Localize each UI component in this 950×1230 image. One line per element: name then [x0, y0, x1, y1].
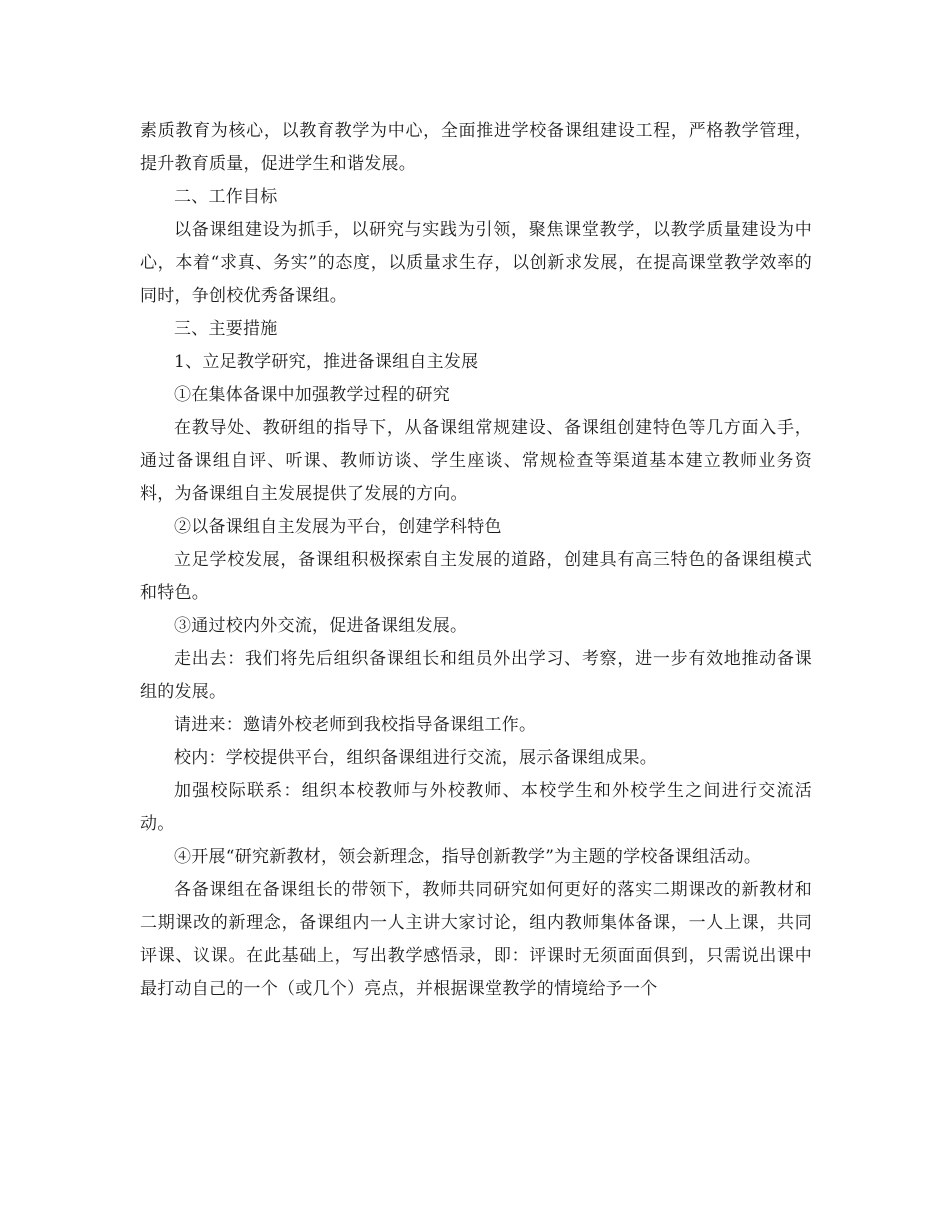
- item-heading-2: ②以备课组自主发展为平台，创建学科特色: [174, 517, 502, 537]
- section-heading-measures: 三、主要措施: [174, 319, 278, 339]
- paragraph-in-school: 校内：学校提供平台，组织备课组进行交流，展示备课组成果。: [174, 748, 657, 768]
- paragraph-item-2: 立足学校发展，备课组积极探索自主发展的道路，创建具有高三特色的备课组模式和特色。: [140, 550, 812, 603]
- paragraph-item-1: 在教导处、教研组的指导下，从备课组常规建设、备课组创建特色等几方面入手，通过备课组自评、听课、教师访谈、学生座谈、常规检查等渠道基本建立教师业务资料，为备课组自主发展提供了发展的方向。: [140, 418, 812, 504]
- paragraph-invite-in: 请进来：邀请外校老师到我校指导备课组工作。: [174, 715, 537, 735]
- item-heading-3: ③通过校内外交流，促进备课组发展。: [174, 616, 468, 636]
- document-body: [140, 115, 812, 1006]
- paragraph-item-4: 各备课组在备课组长的带领下，教师共同研究如何更好的落实二期课改的新教材和二期课改的新理念，备课组内一人主讲大家讨论，组内教师集体备课，一人上课，共同评课、议课。在此基础上，写出教学感悟录，即：评课时无须面面俱到，只需说出课中最打动自己的一个（或几个）亮点，并根据课堂教学的情境给予一个: [140, 880, 812, 999]
- item-heading-1: ①在集体备课中加强教学过程的研究: [174, 385, 450, 405]
- section-heading-goals: 二、工作目标: [174, 187, 278, 207]
- paragraph-goals: 以备课组建设为抓手，以研究与实践为引领，聚焦课堂教学，以教学质量建设为中心，本着“求真、务实”的态度，以质量求生存，以创新求发展，在提高课堂教学效率的同时，争创校优秀备课组。: [140, 220, 812, 306]
- paragraph-inter-school: 加强校际联系：组织本校教师与外校教师、本校学生和外校学生之间进行交流活动。: [140, 781, 812, 834]
- paragraph-go-out: 走出去：我们将先后组织备课组长和组员外出学习、考察，进一步有效地推动备课组的发展。: [140, 649, 812, 702]
- paragraph-continuation: 素质教育为核心，以教育教学为中心，全面推进学校备课组建设工程，严格教学管理，提升教育质量，促进学生和谐发展。: [140, 121, 812, 174]
- item-heading-4: ④开展“研究新教材，领会新理念，指导创新教学”为主题的学校备课组活动。: [174, 847, 762, 867]
- subheading-research: 1、立足教学研究，推进备课组自主发展: [174, 352, 479, 372]
